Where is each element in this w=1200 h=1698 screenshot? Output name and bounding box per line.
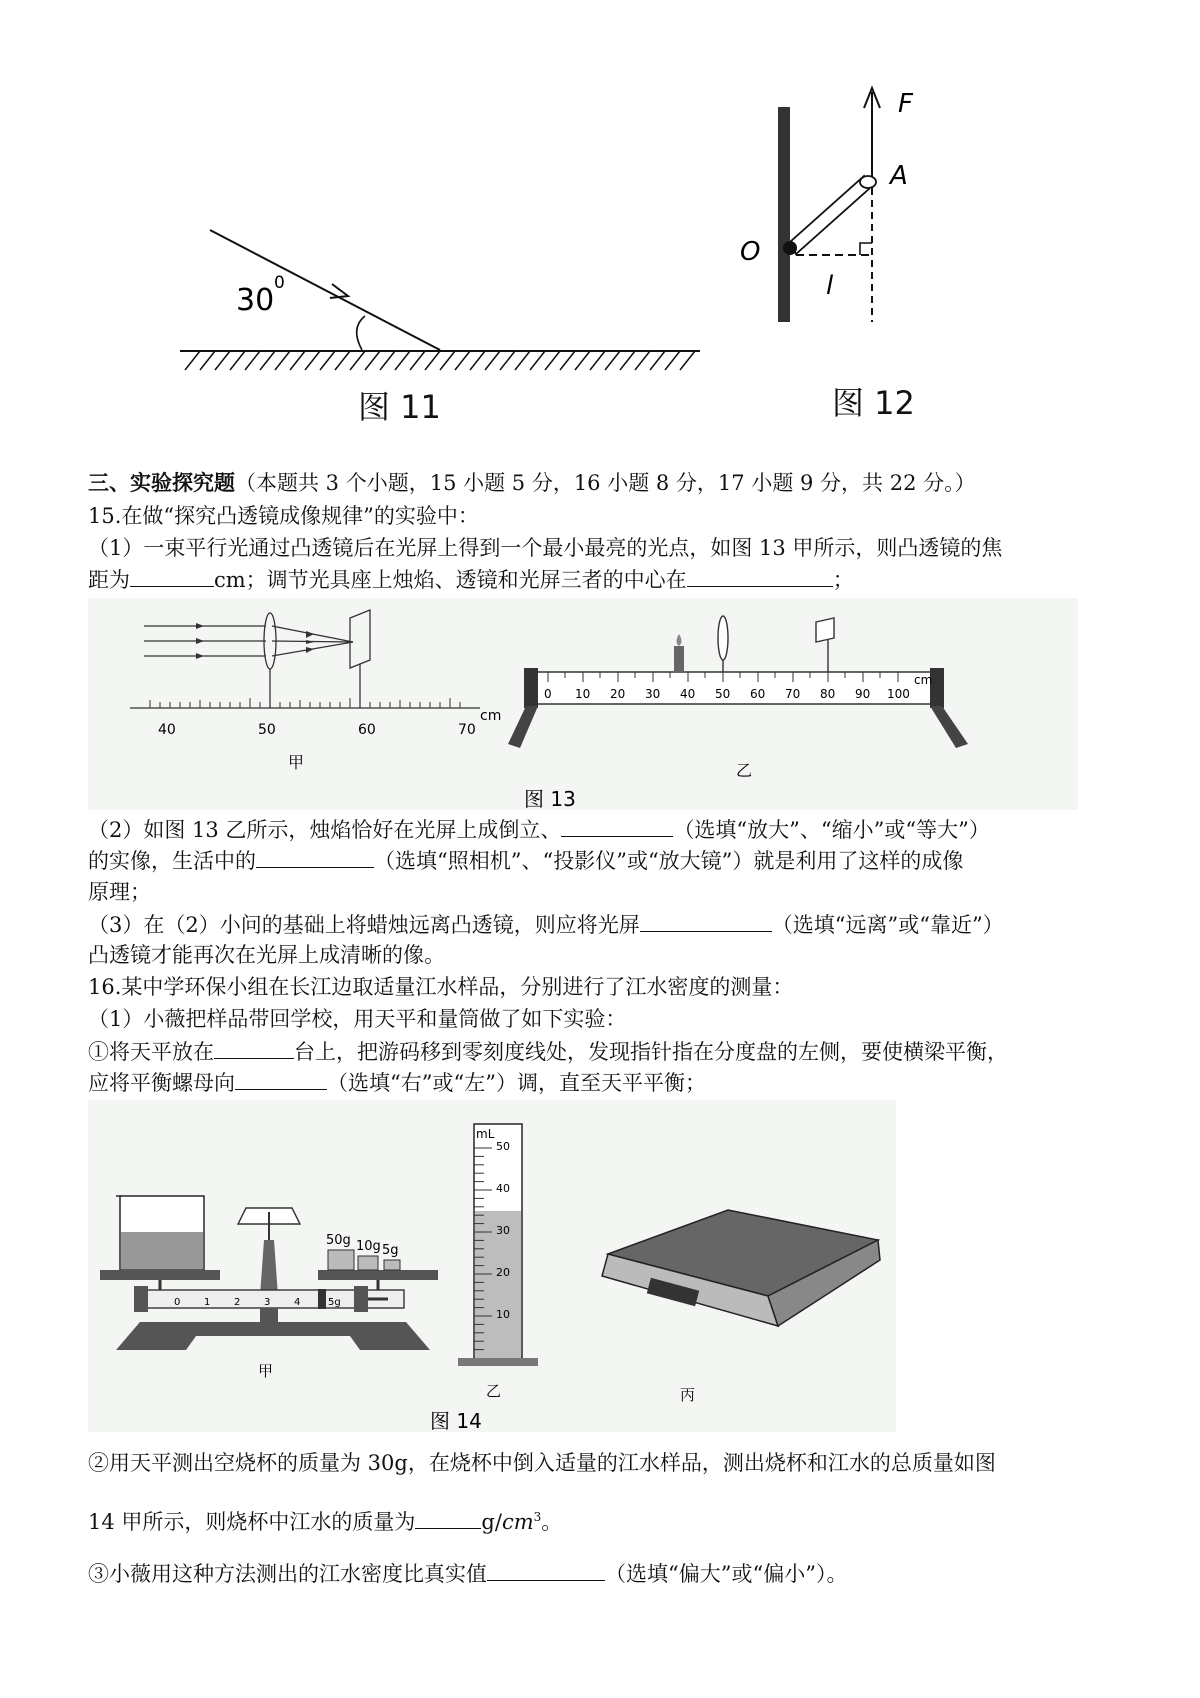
q15-p3-text1: （3）在（2）小问的基础上将蜡烛远离凸透镜，则应将光屏 xyxy=(88,913,640,937)
q15-part1-line1: （1）一束平行光通过凸透镜后在光屏上得到一个最小最亮的光点，如图 13 甲所示，则凸透镜的焦 xyxy=(88,536,1003,560)
rider-tick-2: 2 xyxy=(234,1297,241,1308)
figure-12 xyxy=(740,82,1020,342)
q16-s2-unit-cm: cm xyxy=(501,1510,534,1534)
screen-move-blank[interactable] xyxy=(640,909,772,932)
yi-tick-20: 20 xyxy=(610,687,626,701)
q15-p1-text1: 距为 xyxy=(88,568,130,592)
q15-part3-line2: 凸透镜才能再次在光屏上成清晰的像。 xyxy=(88,943,445,967)
cyl-tick-20: 20 xyxy=(496,1266,510,1279)
focal-length-blank[interactable] xyxy=(130,564,214,587)
cyl-tick-10: 10 xyxy=(496,1308,510,1321)
section-title: 三、实验探究题 xyxy=(88,470,235,495)
q16-s3-text1: ③小薇用这种方法测出的江水密度比真实值 xyxy=(88,1562,487,1586)
q15-p1-text3: ； xyxy=(832,568,854,592)
q16-s3-text2: （选填“偏大”或“偏小”）。 xyxy=(605,1562,848,1586)
q15-p2-text3: 的实像，生活中的 xyxy=(88,849,256,873)
rider-tick-1: 1 xyxy=(204,1297,211,1308)
figure-14-drawing xyxy=(88,1100,896,1432)
q15-stem: 15.在做“探究凸透镜成像规律”的实验中： xyxy=(88,504,479,528)
rider-tick-4: 4 xyxy=(294,1297,301,1308)
q15-part2-line1 xyxy=(88,814,1128,845)
weight-50g: 50g xyxy=(326,1233,351,1248)
q15-p3-text2: （选填“远离”或“靠近”） xyxy=(771,913,1004,937)
yi-tick-100: 100 xyxy=(887,687,910,701)
arm-label: l xyxy=(826,271,834,301)
section-heading xyxy=(88,468,1128,498)
error-direction-blank[interactable] xyxy=(487,1558,605,1581)
q16-step3 xyxy=(88,1558,1128,1589)
device-blank[interactable] xyxy=(256,845,374,868)
point-o-label: O xyxy=(740,237,761,267)
q15-p1-text2: cm；调节光具座上烛焰、透镜和光屏三者的中心在 xyxy=(214,568,687,592)
nut-direction-blank[interactable] xyxy=(235,1067,327,1090)
fig14-yi-label: 乙 xyxy=(486,1382,502,1400)
yi-tick-40: 40 xyxy=(680,687,696,701)
q16-s1-text1: ①将天平放在 xyxy=(88,1040,214,1064)
center-height-blank[interactable] xyxy=(687,564,833,587)
q16-stem: 16.某中学环保小组在长江边取适量江水样品，分别进行了江水密度的测量： xyxy=(88,975,794,999)
rider-tick-5g: 5g xyxy=(328,1297,341,1308)
degree-mark: 0 xyxy=(274,273,285,293)
fig14-bing-label: 丙 xyxy=(680,1386,696,1404)
force-label: F xyxy=(898,89,913,119)
yi-tick-60: 60 xyxy=(750,687,766,701)
q15-p2-text4: （选填“照相机”、“投影仪”或“放大镜”）就是利用了这样的成像 xyxy=(374,849,964,873)
water-mass-blank[interactable] xyxy=(415,1506,481,1529)
angle-label: 30 xyxy=(236,283,275,318)
cyl-tick-50: 50 xyxy=(496,1140,510,1153)
yi-unit: cm xyxy=(914,673,933,687)
jia-label: 甲 xyxy=(288,753,305,772)
yi-tick-10: 10 xyxy=(575,687,591,701)
q16-s1-text3: 应将平衡螺母向 xyxy=(88,1071,235,1095)
q15-part1-line2 xyxy=(88,564,1128,595)
section-note: （本题共 3 个小题，15 小题 5 分，16 小题 8 分，17 小题 9 分，共 22 分。） xyxy=(235,471,976,495)
jia-tick-50: 50 xyxy=(258,722,276,738)
q15-part3-line1 xyxy=(88,909,1128,940)
q16-step1-line1 xyxy=(88,1036,1128,1067)
q16-s2-end: 。 xyxy=(541,1510,563,1534)
q16-step2-line1: ②用天平测出空烧杯的质量为 30g，在烧杯中倒入适量的江水样品，测出烧杯和江水的总质量如图 xyxy=(88,1451,996,1475)
q16-part1: （1）小薇把样品带回学校，用天平和量筒做了如下实验： xyxy=(88,1007,627,1031)
image-size-blank[interactable] xyxy=(561,814,673,837)
weight-5g: 5g xyxy=(382,1243,399,1258)
q15-part2-line3: 原理； xyxy=(88,880,151,904)
figure-11-caption: 图 11 xyxy=(358,388,441,426)
q16-s1-text4: （选填“右”或“左”）调，直至天平平衡； xyxy=(327,1071,706,1095)
rider-tick-0: 0 xyxy=(174,1297,181,1308)
jia-tick-40: 40 xyxy=(158,722,176,738)
yi-tick-80: 80 xyxy=(820,687,836,701)
table-blank[interactable] xyxy=(214,1036,294,1059)
yi-tick-30: 30 xyxy=(645,687,661,701)
weight-10g: 10g xyxy=(356,1239,381,1254)
yi-tick-0: 0 xyxy=(544,687,552,701)
yi-tick-50: 50 xyxy=(715,687,731,701)
q16-step2-line2 xyxy=(88,1502,1128,1537)
q16-s2-unit-exp: 3 xyxy=(533,1510,542,1524)
figure-13-drawing xyxy=(88,598,1078,810)
figure-12-caption: 图 12 xyxy=(832,384,915,422)
figure-13-caption: 图 13 xyxy=(524,787,576,810)
yi-tick-70: 70 xyxy=(785,687,801,701)
q16-s2-text1: 14 甲所示，则烧杯中江水的质量为 xyxy=(88,1510,416,1534)
yi-label: 乙 xyxy=(736,761,753,780)
q16-s2-unit-g: g/ xyxy=(481,1510,502,1534)
q16-step1-line2 xyxy=(88,1067,1128,1098)
point-a-label: A xyxy=(890,161,908,191)
cylinder-unit: mL xyxy=(476,1127,495,1141)
jia-tick-60: 60 xyxy=(358,722,376,738)
yi-tick-90: 90 xyxy=(855,687,871,701)
q15-p2-text1: （2）如图 13 乙所示，烛焰恰好在光屏上成倒立、 xyxy=(88,818,562,842)
q15-part2-line2 xyxy=(88,845,1128,876)
figure-14-caption: 图 14 xyxy=(430,1409,482,1432)
rider-tick-3: 3 xyxy=(264,1297,271,1308)
cyl-tick-30: 30 xyxy=(496,1224,510,1237)
q15-p2-text2: （选填“放大”、“缩小”或“等大”） xyxy=(673,818,990,842)
q16-s1-text2: 台上，把游码移到零刻度线处，发现指针指在分度盘的左侧，要使横梁平衡， xyxy=(294,1040,1008,1064)
fig14-jia-label: 甲 xyxy=(258,1362,274,1380)
jia-tick-70: 70 xyxy=(458,722,476,738)
cyl-tick-40: 40 xyxy=(496,1182,510,1195)
jia-unit: cm xyxy=(480,708,502,724)
